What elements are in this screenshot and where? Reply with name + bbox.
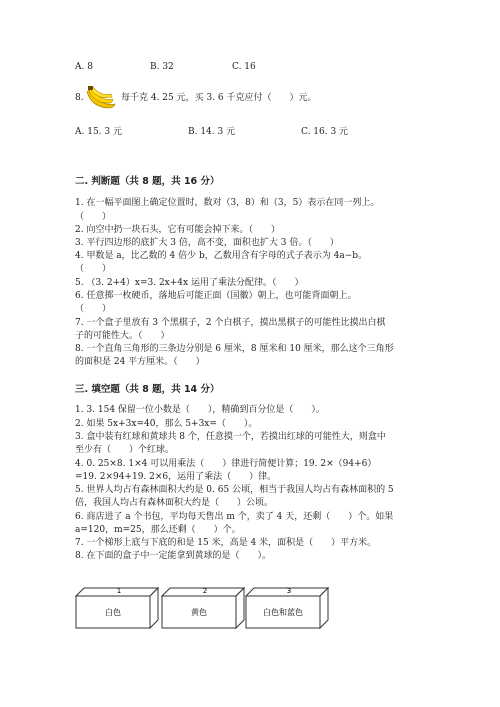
q8-option-b: B. 14. 3 元 xyxy=(188,127,236,137)
q8-number: 8. xyxy=(75,93,84,103)
judge-line: 7. 一个盒子里放有 3 个黑棋子，2 个白棋子，摸出黑棋子的可能性比摸出白棋 xyxy=(75,318,386,328)
box-label: 黄色 xyxy=(191,608,207,617)
q8-option-a: A. 15. 3 元 xyxy=(75,127,122,137)
judge-line: 子的可能性大。（ ） xyxy=(75,331,170,341)
fill-line: 6. 商店进了 a 个书包，平均每天售出 m 个，卖了 4 天，还剩（ ）个。如果 xyxy=(75,512,394,522)
fill-line: 7. 一个梯形上底与下底的和是 15 米，高是 4 米，面积是（ ）平方米。 xyxy=(75,538,377,548)
box-3 xyxy=(240,583,330,633)
fill-line: 4. 0. 25×8. 1×4 可以用乘法（ ）律进行简便计算；19. 2×（94+6） xyxy=(75,459,377,469)
judge-line: 4. 甲数是 a，比乙数的 4 倍少 b，乙数用含有字母的式子表示为 4a−b。 xyxy=(75,251,368,261)
box-label: 白色和蓝色 xyxy=(263,608,303,617)
judge-line: （ ） xyxy=(75,304,112,314)
fill-line: 倍，我国人均占有森林面积大约是（ ）公顷。 xyxy=(75,498,274,508)
judge-line: 1. 在一幅平面图上确定位置时，数对（3，8）和（3，5）表示在同一列上。 xyxy=(75,198,380,208)
q7-option-c: C. 16 xyxy=(232,62,256,72)
box-number: 1 xyxy=(116,587,122,595)
banana-icon xyxy=(84,86,116,114)
fill-line: a=120，m=25，那么还剩（ ）个。 xyxy=(75,525,241,535)
q8-option-c: C. 16. 3 元 xyxy=(301,127,349,137)
fill-line: 2. 如果 5x+3x=40，那么 5+3x=（ ）。 xyxy=(75,419,258,429)
box-label: 白色 xyxy=(105,608,121,617)
judge-line: 5. （3. 2+4）x=3. 2x+4x 运用了乘法分配律。（ ） xyxy=(75,278,304,288)
judge-line: 2. 向空中扔一块石头，它有可能会掉下来。（ ） xyxy=(75,225,280,235)
q7-option-a: A. 8 xyxy=(75,62,93,72)
fill-line: 8. 在下面的盒子中一定能拿到黄球的是（ ）。 xyxy=(75,551,271,561)
fill-line: 至少有（ ）个红球。 xyxy=(75,445,175,455)
judge-line: 6. 任意掷一枚硬币，落地后可能正面（国徽）朝上，也可能背面朝上。 xyxy=(75,291,357,301)
judge-line: 的面积是 24 平方厘米。（ ） xyxy=(75,357,205,367)
box-number: 3 xyxy=(286,587,292,595)
section-3-title: 三. 填空题（共 8 题，共 14 分） xyxy=(75,384,220,395)
judge-line: （ ） xyxy=(75,264,112,274)
section-2-title: 二. 判断题（共 8 题，共 16 分） xyxy=(75,176,220,187)
judge-line: 8. 一个直角三角形的三条边分别是 6 厘米，8 厘米和 10 厘米，那么这个三角形 xyxy=(75,344,394,354)
q7-option-b: B. 32 xyxy=(150,62,174,72)
fill-line: 3. 盒中装有红球和黄球共 8 个，任意摸一个，若摸出红球的可能性大，则盒中 xyxy=(75,432,386,442)
fill-line: 5. 世界人均占有森林面积大约是 0. 65 公顷，相当于我国人均占有森林面积的 5 xyxy=(75,485,394,495)
judge-line: （ ） xyxy=(75,212,112,222)
fill-line: 1. 3. 154 保留一位小数是（ ），精确到百分位是（ ）。 xyxy=(75,405,325,415)
box-1 xyxy=(70,583,160,633)
fill-line: =19. 2×94+19. 2×6，运用了乘法（ ）律。 xyxy=(75,472,277,482)
box-2 xyxy=(156,583,246,633)
judge-line: 3. 平行四边形的底扩大 3 倍，高不变，面积也扩大 3 倍。（ ） xyxy=(75,238,339,248)
box-number: 2 xyxy=(202,587,208,595)
q8-text: 每千克 4. 25 元，买 3. 6 千克应付（ ）元。 xyxy=(121,93,317,103)
